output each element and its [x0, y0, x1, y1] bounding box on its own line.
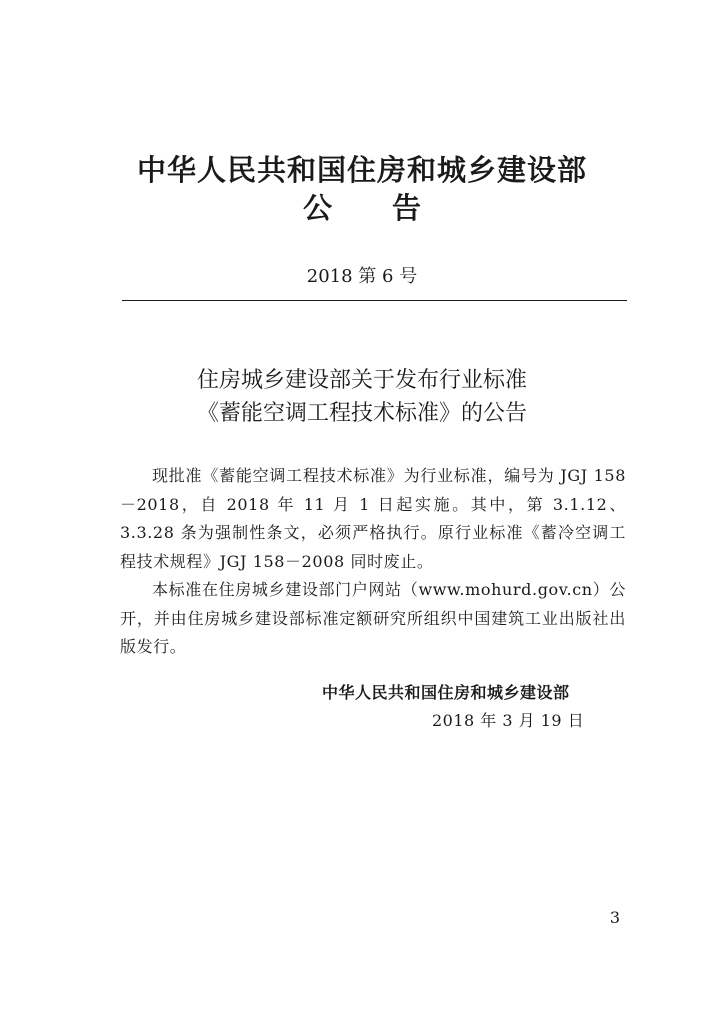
signature: 中华人民共和国住房和城乡建设部	[322, 683, 570, 702]
notice-body	[120, 462, 626, 662]
body-paragraph-2: 本标准在住房城乡建设部门户网站（www.mohurd.gov.cn）公开，并由住房城乡建设部标准定额研究所组织中国建筑工业出版社出版发行。	[120, 580, 626, 656]
body-paragraph-1: 现批准《蓄能空调工程技术标准》为行业标准，编号为 JGJ 158－2018，自 2018 年 11 月 1 日起实施。其中，第 3.1.12、3.3.28 条为强制性条文，必须严格执行。原行业标准《蓄冷空调工程技术规程》JGJ 158－2008 同时废止。	[120, 466, 626, 571]
issue-number: 2018 第 6 号	[306, 266, 418, 287]
subject-line-1: 住房城乡建设部关于发布行业标准	[196, 368, 527, 393]
page-number: 3	[609, 908, 620, 927]
notice-title: 公告	[302, 191, 481, 225]
header-divider	[122, 300, 627, 301]
issue-date: 2018 年 3 月 19 日	[432, 711, 585, 730]
subject-title	[0, 364, 724, 430]
subject-line-2: 《蓄能空调工程技术标准》的公告	[196, 401, 527, 426]
ministry-title: 中华人民共和国住房和城乡建设部	[136, 153, 587, 187]
